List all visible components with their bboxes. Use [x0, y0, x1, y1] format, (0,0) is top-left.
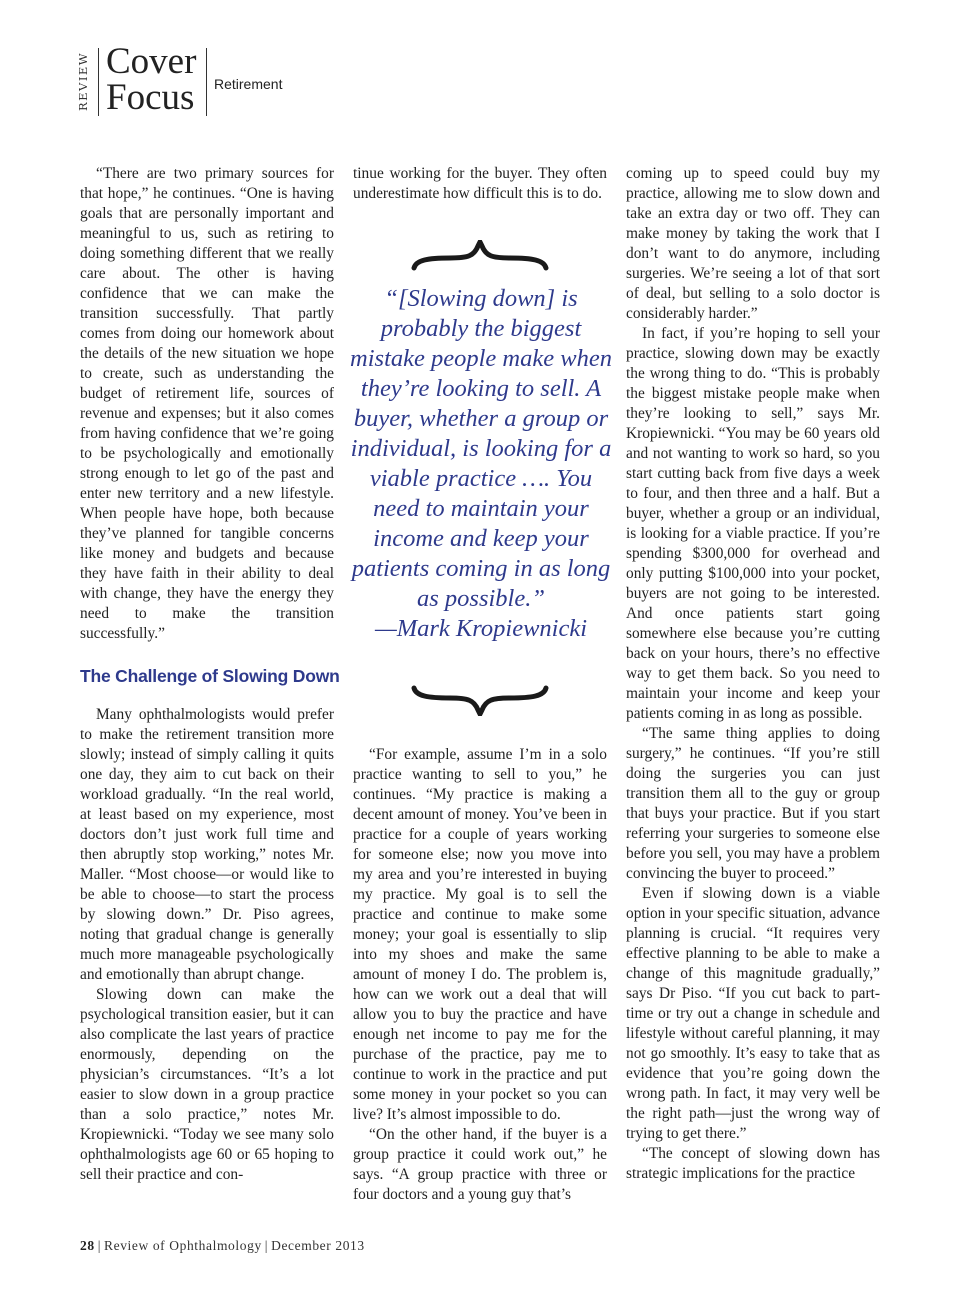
paragraph: Even if slowing down is a viable option in your specific situation, advance planning is crucial. “It requires very effective planning to be able to make a change of this magnitude gradually,” says Dr Piso. “If you cut back to part-time or try out a change in schedule and lifestyle without careful planning, it may not go smoothly. It’s easy to take that as evidence that you’re going down the wrong path. In fact, it may very well be the right path—just the wrong way of trying to get there.” [626, 885, 880, 1142]
paragraph: “The same thing applies to doing surgery,” he continues. “If you’re still doing the surgeries you can just transition them all to the guy or group that buys your practice. But if you start referring your surgeries to someone else before you sell, you may have a problem convincing the buyer to proceed.” [626, 725, 880, 882]
paragraph: tinue working for the buyer. They often underestimate how difficult this is to do. [353, 165, 607, 202]
pull-quote-text: “[Slowing down] is probably the biggest mistake people make when they’re looking to sell. A buyer, whether a group or individual, is looking for a viable practice …. You need to maintain your income and keep your patients coming in as long as possible.” [350, 285, 612, 612]
page-number: 28 [80, 1238, 95, 1253]
issue-date: December 2013 [271, 1238, 365, 1253]
paragraph: “On the other hand, if the buyer is a group practice it could work out,” he says. “A group practice with three or four doctors and a young guy that’s [353, 1126, 607, 1203]
header-divider [98, 48, 99, 116]
section-label: Retirement [214, 76, 283, 92]
pull-quote [350, 284, 612, 644]
paragraph: Slowing down can make the psychological transition easier, but it can also complicate the last years of practice enormously, depending on the physician’s circumstances. “It’s a lot easier to slow down in a group practice than a solo practice,” notes Mr. Kropiewnicki. “Today we see many solo ophthalmologists age 60 or 65 hoping to sell their practice and con- [80, 986, 334, 1183]
paragraph: “For example, assume I’m in a solo practice wanting to sell to you,” he continues. “My practice is making a decent amount of money. You’ve been in practice for a couple of years working for someone else; now you move into my area and you’re interested in buying my practice. My goal is to sell the practice and continue to make some money; your goal is essentially to slip into my shoes and make the same amount of money I do. The problem is, how can we work out a deal that will allow you to buy the practice and have enough net income to pay me for the purchase of the practice, pay me to continue to work in the practice and put some money in your pocket so you can live? It’s almost impossible to do. [353, 746, 607, 1123]
section-subhead: The Challenge of Slowing Down [80, 666, 340, 686]
column-1-top [80, 164, 334, 644]
paragraph: coming up to speed could buy my practice, allowing me to slow down and take an extra day or two off. They can make money by taking the work that I don’t want to do anymore, including surgeries. We’re seeing a lot of that sort of deal, but selling to a solo doctor is considerably harder.” [626, 165, 880, 322]
page-footer: 28 | Review of Ophthalmology | December 2013 [80, 1238, 365, 1253]
column-3 [626, 164, 880, 1184]
paragraph: “The concept of slowing down has strategic implications for the practice [626, 1145, 880, 1182]
header-divider [206, 48, 207, 116]
review-label: REVIEW [76, 51, 90, 111]
pull-quote-attribution: —Mark Kropiewnicki [374, 615, 588, 642]
top-brace-icon [410, 240, 550, 274]
publication-name: Review of Ophthalmology [104, 1238, 262, 1253]
paragraph: In fact, if you’re hoping to sell your practice, slowing down may be exactly the wrong thing to do. “This is probably the biggest mistake people make when they’re looking to sell,” says Mr. Kropiewnicki. “You may be 60 years old and not wanting to work so hard, so you start cutting back from five days a week to four, and then three and a half. But a buyer, whether a group or an individual, is looking for a viable practice. If you’re spending $300,000 for overhead and only putting $100,000 into your pocket, buyers are not going to be interested. And once patients start going somewhere else because you’re cutting back on your hours, there’s no effective way to get them back. So you need to maintain your income and keep your patients coming in as long as possible. [626, 325, 880, 722]
focus-word: Focus [106, 77, 195, 118]
cover-word: Cover [106, 41, 197, 82]
column-1-bottom [80, 705, 334, 1185]
paragraph: Many ophthalmologists would prefer to make the retirement transition more slowly; instead of simply calling it quits one day, they aim to cut back on their workload gradually. “In the real world, at least based on my experience, most doctors don’t just work full time and then abruptly stop working,” notes Mr. Maller. “Most choose—or would like to be able to choose—to start the process by slowing down.” Dr. Piso agrees, noting that gradual change is generally much more manageable psychologically and emotionally than abrupt change. [80, 706, 334, 983]
paragraph: “There are two primary sources for that hope,” he continues. “One is having goals that are personally important and meaningful to us, such as retiring to doing something different that we really care about. The other is having confidence that we can make the transition successfully. That partly comes from doing our homework about the details of the new situation we hope to create, such as understanding the budget of retirement life, sources of revenue and expenses; but it also comes from having confidence that we’re going to be psychologically and emotionally strong enough to let go of the past and enter new territory and a new lifestyle. When people have hope, both because they’ve planned for tangible concerns like money and budgets and because they have faith in their ability to deal with change, they have the energy they need to make the transition successfully.” [80, 165, 334, 642]
bottom-brace-icon [410, 682, 550, 716]
column-2-bottom [353, 745, 607, 1205]
column-2-top [353, 164, 607, 204]
